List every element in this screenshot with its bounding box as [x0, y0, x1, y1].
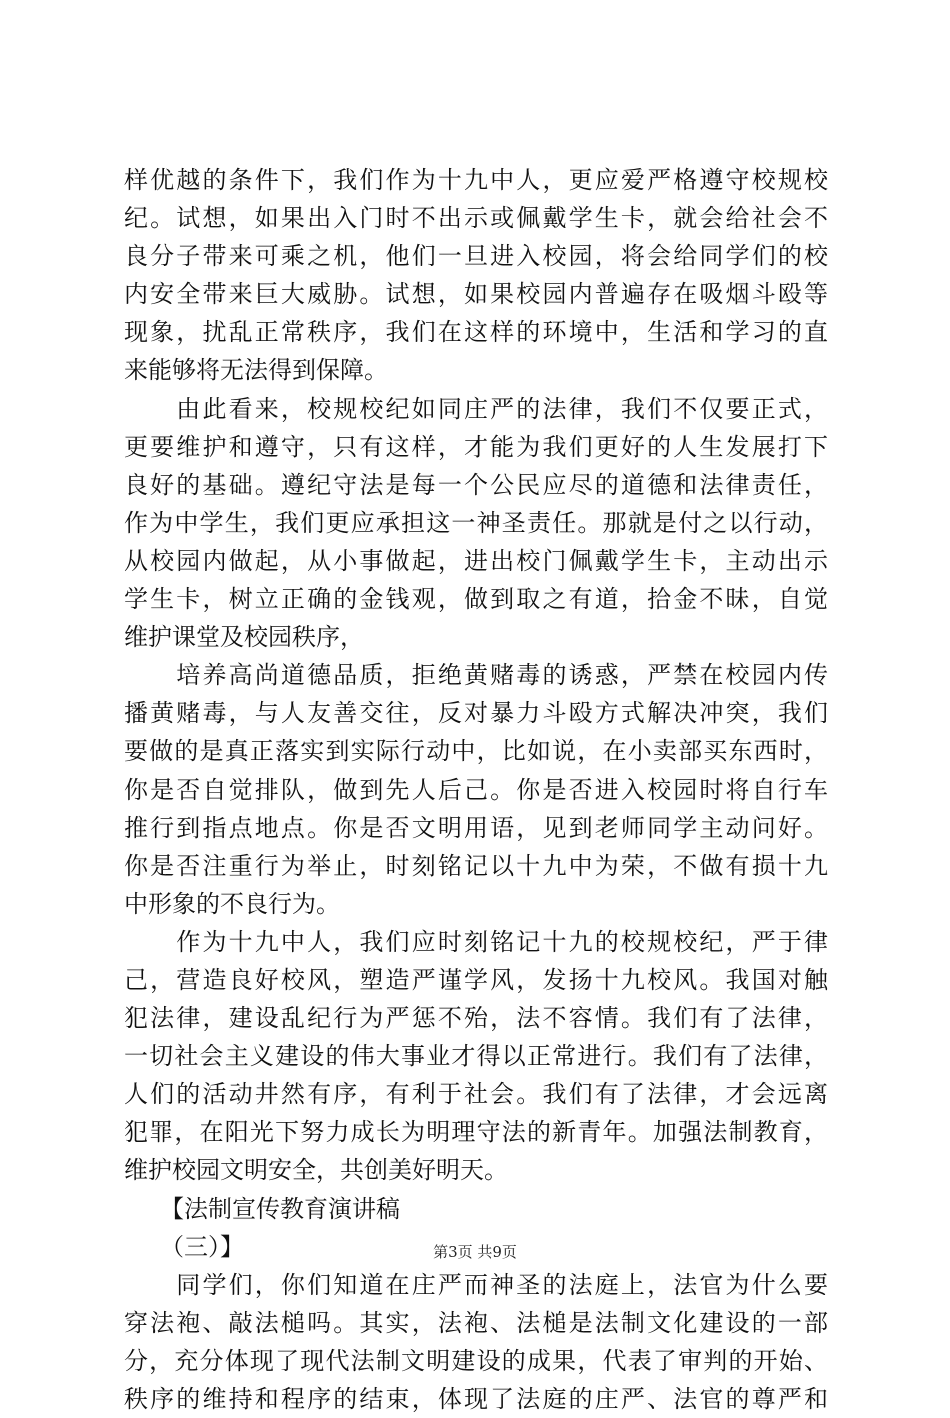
- text-line: 推行到指点地点。你是否文明用语，见到老师同学主动问好。: [124, 813, 828, 842]
- text-line: 你是否注重行为举止，时刻铭记以十九中为荣，不做有损十九: [124, 851, 828, 880]
- text-line: 由此看来，校规校纪如同庄严的法律，我们不仅要正式，: [124, 394, 828, 423]
- text-line: 样优越的条件下，我们作为十九中人，更应爱严格遵守校规校: [124, 166, 828, 194]
- text-line: 作为中学生，我们更应承担这一神圣责任。那就是付之以行动，: [124, 508, 828, 537]
- text-line: 更要维护和遵守，只有这样，才能为我们更好的人生发展打下: [124, 432, 828, 461]
- text-line: 要做的是真正落实到实际行动中，比如说，在小卖部买东西时，: [124, 737, 828, 766]
- text-line: 良好的基础。遵纪守法是每一个公民应尽的道德和法律责任，: [124, 470, 828, 499]
- text-line: 从校园内做起，从小事做起，进出校门佩戴学生卡，主动出示: [124, 546, 828, 575]
- text-line: 人们的活动井然有序，有利于社会。我们有了法律，才会远离: [124, 1080, 828, 1109]
- text-line: 现象，扰乱正常秩序，我们在这样的环境中，生活和学习的直: [124, 318, 828, 347]
- page-number-footer: 第3页 共9页: [433, 1243, 517, 1261]
- text-line: 培养高尚道德品质，拒绝黄赌毒的诱惑，严禁在校园内传: [124, 661, 828, 690]
- text-line: 一切社会主义建设的伟大事业才得以正常进行。我们有了法律，: [124, 1042, 828, 1071]
- text-line: 犯法律，建设乱纪行为严惩不殆，法不容情。我们有了法律，: [124, 1004, 828, 1033]
- document-body: [124, 161, 828, 1418]
- text-line: 中形象的不良行为。: [124, 889, 340, 918]
- text-line: 来能够将无法得到保障。: [124, 356, 388, 385]
- text-line: 播黄赌毒，与人友善交往，反对暴力斗殴方式解决冲突，我们: [124, 699, 828, 728]
- text-line: （三）】: [124, 1232, 244, 1261]
- text-line: 维护课堂及校园秩序，: [124, 623, 364, 652]
- text-line: 内安全带来巨大威胁。试想，如果校园内普遍存在吸烟斗殴等: [124, 280, 828, 309]
- text-line: 良分子带来可乘之机，他们一旦进入校园，将会给同学们的校: [124, 242, 828, 271]
- text-line: 同学们，你们知道在庄严而神圣的法庭上，法官为什么要: [124, 1270, 828, 1299]
- text-line: 纪。试想，如果出入门时不出示或佩戴学生卡，就会给社会不: [124, 204, 828, 233]
- text-line: 你是否自觉排队，做到先人后己。你是否进入校园时将自行车: [124, 775, 828, 804]
- text-line: 作为十九中人，我们应时刻铭记十九的校规校纪，严于律: [124, 927, 828, 956]
- text-line: 己，营造良好校风，塑造严谨学风，发扬十九校风。我国对触: [124, 965, 828, 994]
- text-line: 犯罪，在阳光下努力成长为明理守法的新青年。加强法制教育，: [124, 1118, 828, 1147]
- text-line: 穿法袍、敲法槌吗。其实，法袍、法槌是法制文化建设的一部: [124, 1308, 828, 1337]
- text-line: 秩序的维持和程序的结束，体现了法庭的庄严、法官的尊严和: [124, 1385, 828, 1413]
- text-line: 学生卡，树立正确的金钱观，做到取之有道，拾金不昧，自觉: [124, 585, 828, 614]
- text-line: 分，充分体现了现代法制文明建设的成果，代表了审判的开始、: [124, 1346, 828, 1375]
- text-line: 【法制宣传教育演讲稿: [124, 1194, 400, 1223]
- text-line: 维护校园文明安全，共创美好明天。: [124, 1156, 508, 1185]
